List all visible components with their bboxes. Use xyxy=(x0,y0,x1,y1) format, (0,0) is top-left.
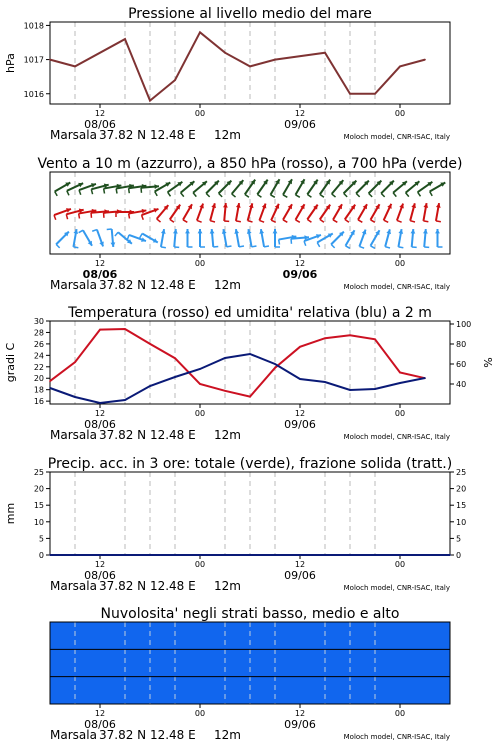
wind-arrow-barb xyxy=(140,234,143,238)
wind-arrow-barb xyxy=(346,246,350,249)
data-point xyxy=(174,79,176,81)
x-date-label: 09/06 xyxy=(284,718,316,731)
wind-arrow-barb xyxy=(331,244,335,248)
wind-arrow-head xyxy=(198,229,203,233)
data-point xyxy=(349,93,351,95)
chart-title: Vento a 10 m (azzurro), a 850 hPa (rosso), a 700 hPa (verde) xyxy=(37,156,463,172)
y2-tick-label: 5 xyxy=(456,534,462,544)
location-name: Marsala xyxy=(50,428,97,442)
wind-arrow-barb xyxy=(279,240,280,245)
wind-arrow-head xyxy=(411,229,416,234)
x-tick-label: 12 xyxy=(94,259,106,268)
data-point xyxy=(199,383,201,385)
data-point xyxy=(199,368,201,370)
data-point xyxy=(74,361,76,363)
location-coords: 37.82 N 12.48 E xyxy=(99,128,196,142)
wind-arrow-barb xyxy=(129,214,130,219)
y-tick-label: 1018 xyxy=(23,21,44,31)
x-date-label: 09/06 xyxy=(284,569,316,582)
y-tick-label: 22 xyxy=(33,362,44,372)
location-name: Marsala xyxy=(50,278,97,292)
y2-tick-label: 60 xyxy=(456,360,467,369)
location-elevation: 12m xyxy=(214,278,241,292)
chart-title: Nuvolosita' negli strati basso, medio e alto xyxy=(100,606,400,622)
location-name: Marsala xyxy=(50,728,97,742)
wind-arrow-barb xyxy=(67,191,69,196)
model-credit: Moloch model, CNR-ISAC, Italy xyxy=(343,584,450,592)
data-point xyxy=(299,378,301,380)
wind-arrow-barb xyxy=(398,247,403,248)
wind-arrow-barb xyxy=(168,192,171,196)
wind-arrow-barb xyxy=(317,243,320,247)
wind-arrow-barb xyxy=(104,189,105,194)
wind-arrow-barb xyxy=(127,235,129,240)
wind-arrow-barb xyxy=(264,246,269,247)
wind-arrow-head xyxy=(273,229,278,233)
temperature-line xyxy=(50,329,425,397)
wind-arrow-barb xyxy=(393,193,396,197)
data-point xyxy=(49,387,51,389)
data-point xyxy=(449,554,451,556)
wind-arrow-barb xyxy=(406,193,409,197)
wind-arrow-barb xyxy=(161,247,166,248)
data-point xyxy=(274,59,276,61)
location-elevation: 12m xyxy=(214,728,241,742)
y-tick-label: 0 xyxy=(38,551,44,560)
data-point xyxy=(149,100,151,102)
wind-arrow-barb xyxy=(371,246,375,249)
model-credit: Moloch model, CNR-ISAC, Italy xyxy=(343,433,450,441)
wind-arrow-barb xyxy=(283,195,287,198)
x-tick-label: 00 xyxy=(394,259,406,268)
data-point xyxy=(224,357,226,359)
y-axis-label: gradi C xyxy=(4,342,17,383)
data-point xyxy=(174,357,176,359)
wind-arrow-barb xyxy=(210,221,215,222)
wind-arrow-barb xyxy=(79,230,83,233)
location-elevation: 12m xyxy=(214,428,241,442)
x-tick-label: 00 xyxy=(194,409,206,418)
y-tick-label: 15 xyxy=(33,501,44,511)
y-tick-label: 30 xyxy=(33,317,44,326)
x-date-label: 08/06 xyxy=(84,569,116,582)
wind-arrow-barb xyxy=(369,193,373,197)
location-elevation: 12m xyxy=(214,128,241,142)
wind-arrow-head xyxy=(223,203,228,208)
data-point xyxy=(424,377,426,379)
wind-arrow-barb xyxy=(385,247,390,248)
wind-arrow-barb xyxy=(381,193,385,197)
chart-panel-1 xyxy=(4,6,450,142)
y-tick-label: 25 xyxy=(33,468,44,477)
wind-arrow-barb xyxy=(183,220,187,223)
wind-arrow-barb xyxy=(142,215,144,220)
location-coords: 37.82 N 12.48 E xyxy=(99,728,196,742)
humidity-line xyxy=(50,354,425,403)
model-credit: Moloch model, CNR-ISAC, Italy xyxy=(343,733,450,741)
wind-arrow-head xyxy=(185,229,190,233)
wind-arrow-barb xyxy=(79,190,81,195)
wind-arrow-barb xyxy=(436,221,441,222)
wind-arrow-barb xyxy=(344,193,348,197)
data-point xyxy=(249,66,251,68)
chart-title: Precip. acc. in 3 ore: totale (verde), frazione solida (tratt.) xyxy=(47,456,453,472)
wind-arrow-barb xyxy=(193,193,196,197)
data-point xyxy=(124,328,126,330)
location-coords: 37.82 N 12.48 E xyxy=(99,428,196,442)
data-point xyxy=(299,346,301,348)
location-name: Marsala xyxy=(50,128,97,142)
y2-tick-label: 40 xyxy=(456,380,467,389)
data-point xyxy=(349,335,351,337)
x-tick-label: 12 xyxy=(94,109,106,118)
chart-panel-3 xyxy=(4,305,495,442)
model-credit: Moloch model, CNR-ISAC, Italy xyxy=(343,283,450,291)
wind-arrow-barb xyxy=(345,219,349,222)
x-date-label: 09/06 xyxy=(284,118,316,131)
data-point xyxy=(324,52,326,54)
wind-arrow-barb xyxy=(252,246,257,247)
data-point xyxy=(99,402,101,404)
y2-tick-label: 100 xyxy=(456,320,472,329)
data-point xyxy=(399,382,401,384)
location-coords: 37.82 N 12.48 E xyxy=(99,278,196,292)
data-point xyxy=(324,381,326,383)
wind-arrow-barb xyxy=(155,192,158,196)
wind-arrow-barb xyxy=(92,230,97,232)
wind-arrow-barb xyxy=(236,221,241,222)
wind-arrow-barb xyxy=(181,193,184,197)
x-date-label: 08/06 xyxy=(84,118,116,131)
wind-arrow-barb xyxy=(245,194,249,197)
wind-arrow-head xyxy=(173,229,178,234)
wind-arrow-head xyxy=(111,242,116,247)
x-tick-label: 12 xyxy=(94,409,106,418)
y2-tick-label: 0 xyxy=(456,551,462,560)
wind-arrow-barb xyxy=(227,246,232,247)
y-tick-label: 26 xyxy=(33,339,44,349)
data-point xyxy=(74,66,76,68)
y2-tick-label: 25 xyxy=(456,468,467,477)
data-point xyxy=(349,389,351,391)
x-date-label: 08/06 xyxy=(84,718,116,731)
data-point xyxy=(99,329,101,331)
y-axis-label: hPa xyxy=(4,53,17,73)
data-point xyxy=(374,93,376,95)
x-date-label: 09/06 xyxy=(284,418,316,431)
data-point xyxy=(49,59,51,61)
chart-title: Temperatura (rosso) ed umidita' relativa (blu) a 2 m xyxy=(68,305,432,321)
wind-arrow-barb xyxy=(296,220,300,223)
x-tick-label: 00 xyxy=(394,109,406,118)
x-tick-label: 12 xyxy=(94,560,106,569)
chart-title: Pressione al livello medio del mare xyxy=(128,6,372,22)
y-tick-label: 1016 xyxy=(23,89,44,99)
wind-arrow-barb xyxy=(73,247,78,248)
wind-arrow-barb xyxy=(170,219,174,222)
x-tick-label: 12 xyxy=(294,259,306,268)
wind-arrow-barb xyxy=(307,219,311,222)
wind-arrow-head xyxy=(154,184,159,189)
wind-arrow-barb xyxy=(271,195,275,198)
y2-axis-label: % xyxy=(482,357,495,368)
wind-arrow-head xyxy=(435,229,440,233)
data-point xyxy=(199,31,201,33)
wind-arrow-barb xyxy=(219,193,223,197)
wind-arrow-barb xyxy=(356,193,360,197)
wind-arrow-barb xyxy=(197,220,202,222)
wind-arrow-barb xyxy=(307,194,311,197)
data-point xyxy=(274,363,276,365)
wind-arrow-barb xyxy=(232,194,236,197)
wind-arrow-barb xyxy=(129,188,130,193)
data-point xyxy=(124,38,126,40)
data-point xyxy=(224,390,226,392)
y-tick-label: 1017 xyxy=(23,55,44,65)
wind-arrow-barb xyxy=(54,215,56,220)
wind-arrow-head xyxy=(423,229,428,234)
x-tick-label: 00 xyxy=(194,560,206,569)
data-point xyxy=(124,399,126,401)
data-point xyxy=(74,396,76,398)
data-point xyxy=(324,337,326,339)
data-point xyxy=(249,353,251,355)
wind-arrow-barb xyxy=(296,195,300,198)
x-tick-label: 12 xyxy=(294,409,306,418)
wind-arrow-barb xyxy=(418,192,421,196)
y-tick-label: 20 xyxy=(33,484,44,494)
y-tick-label: 20 xyxy=(33,374,44,384)
chart-panel-2 xyxy=(37,156,462,292)
wind-arrow-barb xyxy=(56,244,60,248)
data-point xyxy=(149,343,151,345)
x-tick-label: 12 xyxy=(294,709,306,718)
data-point xyxy=(374,339,376,341)
y-tick-label: 24 xyxy=(33,351,44,361)
x-date-label: 08/06 xyxy=(84,418,116,431)
chart-panel-5 xyxy=(50,606,450,742)
wind-arrow-barb xyxy=(430,192,433,196)
wind-arrow-barb xyxy=(384,220,389,222)
data-point xyxy=(174,376,176,378)
x-tick-label: 12 xyxy=(94,709,106,718)
x-tick-label: 00 xyxy=(394,709,406,718)
y2-tick-label: 80 xyxy=(456,340,467,349)
wind-arrow-barb xyxy=(332,194,336,197)
x-tick-label: 00 xyxy=(394,409,406,418)
y-tick-label: 5 xyxy=(38,534,44,544)
data-point xyxy=(274,367,276,369)
y2-tick-label: 10 xyxy=(456,517,467,527)
wind-arrow-barb xyxy=(304,241,306,246)
x-tick-label: 00 xyxy=(194,709,206,718)
wind-arrow-barb xyxy=(333,220,337,223)
wind-arrow-barb xyxy=(371,220,375,223)
location-elevation: 12m xyxy=(214,579,241,593)
x-date-label: 08/06 xyxy=(82,268,118,281)
y-tick-label: 10 xyxy=(33,517,44,527)
x-tick-label: 12 xyxy=(294,109,306,118)
x-tick-label: 00 xyxy=(394,560,406,569)
data-point xyxy=(399,66,401,68)
wind-arrow-barb xyxy=(410,221,415,222)
wind-arrow-barb xyxy=(359,246,364,248)
model-credit: Moloch model, CNR-ISAC, Italy xyxy=(343,133,450,141)
data-point xyxy=(149,385,151,387)
data-point xyxy=(424,59,426,61)
wind-arrow-head xyxy=(210,229,215,234)
wind-arrow-barb xyxy=(79,214,80,219)
wind-arrow-barb xyxy=(239,246,244,247)
location-name: Marsala xyxy=(50,579,97,593)
wind-arrow-barb xyxy=(283,220,287,223)
wind-arrow-barb xyxy=(397,220,402,222)
wind-arrow-barb xyxy=(248,221,253,222)
y-tick-label: 18 xyxy=(33,385,44,395)
data-point xyxy=(224,52,226,54)
wind-arrow-barb xyxy=(423,221,428,222)
wind-arrow-barb xyxy=(55,192,58,196)
chart-panel-4 xyxy=(4,456,466,593)
wind-arrow-barb xyxy=(115,232,118,236)
data-point xyxy=(249,396,251,398)
x-tick-label: 12 xyxy=(294,560,306,569)
data-point xyxy=(49,380,51,382)
location-coords: 37.82 N 12.48 E xyxy=(99,579,196,593)
wind-arrow-barb xyxy=(358,220,362,223)
wind-arrow-barb xyxy=(259,220,264,222)
y2-tick-label: 20 xyxy=(456,484,467,494)
y2-tick-label: 15 xyxy=(456,501,467,511)
x-date-label: 09/06 xyxy=(282,268,318,281)
y-tick-label: 16 xyxy=(33,397,44,407)
y-axis-label: mm xyxy=(4,502,17,525)
wind-arrow-barb xyxy=(206,193,210,197)
data-point xyxy=(399,372,401,374)
x-tick-label: 00 xyxy=(194,109,206,118)
wind-arrow-barb xyxy=(257,194,261,197)
wind-arrow-barb xyxy=(157,219,161,222)
wind-arrow-barb xyxy=(320,219,324,222)
wind-arrow-barb xyxy=(320,194,324,197)
y-tick-label: 28 xyxy=(33,328,44,338)
wind-arrow-barb xyxy=(116,189,117,194)
x-tick-label: 00 xyxy=(194,259,206,268)
pressure-line xyxy=(50,32,425,100)
data-point xyxy=(374,388,376,390)
data-point xyxy=(49,554,51,556)
